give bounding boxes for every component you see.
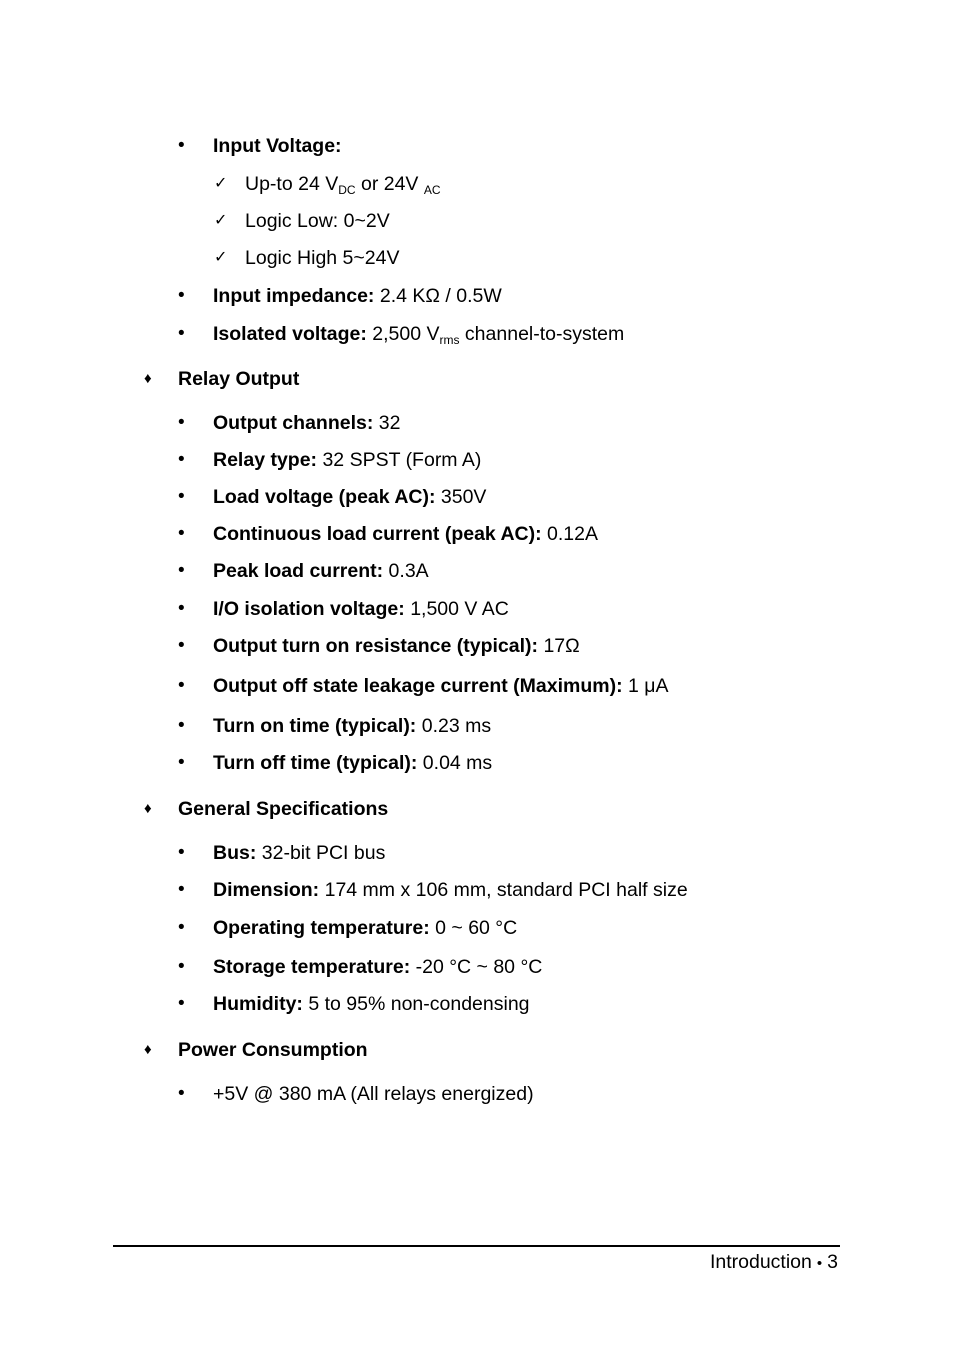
spec-value: 32-bit PCI bus: [256, 842, 386, 864]
diamond-icon: ♦: [144, 370, 152, 387]
spec-label: Input impedance:: [213, 285, 375, 307]
spec-item: [178, 916, 518, 940]
spec-isolated-voltage: [178, 322, 625, 347]
bullet-icon: •: [178, 917, 185, 938]
spec-logic-low: [214, 209, 390, 233]
spec-item: [178, 878, 688, 902]
bullet-icon: •: [178, 135, 185, 156]
spec-logic-high: [214, 246, 400, 270]
bullet-icon: •: [178, 560, 185, 581]
section-heading: General Specifications: [178, 798, 389, 820]
spec-value: 32 SPST (Form A): [317, 449, 482, 471]
spec-power-item: [178, 1082, 534, 1106]
spec-value: 0.3A: [383, 560, 429, 582]
spec-item: [178, 522, 599, 546]
bullet-icon: •: [178, 323, 185, 344]
spec-text: Logic Low: 0~2V: [245, 210, 390, 232]
spec-value: 1,500 V AC: [404, 598, 509, 620]
spec-value: 2.4 KΩ / 0.5W: [374, 285, 502, 307]
bullet-icon: •: [178, 956, 185, 977]
spec-value: 1 μA: [622, 675, 669, 697]
spec-label: I/O isolation voltage:: [213, 598, 405, 620]
spec-input-impedance: [178, 284, 502, 308]
footer-section: Introduction: [709, 1251, 812, 1273]
spec-value: -20 °C ~ 80 °C: [410, 956, 543, 978]
footer-separator: •: [816, 1255, 823, 1272]
spec-value: 5 to 95% non-condensing: [302, 993, 530, 1015]
spec-value: 17Ω: [538, 635, 580, 657]
spec-value: 2,500 V: [366, 323, 440, 345]
spec-label: Output channels:: [213, 412, 374, 434]
spec-label: Bus:: [213, 842, 257, 864]
spec-item: [178, 714, 492, 738]
spec-value: 0.12A: [541, 523, 599, 545]
spec-label: Peak load current:: [213, 560, 384, 582]
spec-label: Dimension:: [213, 879, 320, 901]
spec-item: [178, 992, 530, 1016]
section-heading: Relay Output: [178, 368, 300, 390]
bullet-icon: •: [178, 993, 185, 1014]
page-number: 3: [827, 1251, 838, 1273]
spec-label: Isolated voltage:: [213, 323, 367, 345]
spec-label: Turn on time (typical):: [213, 715, 417, 737]
spec-label: Relay type:: [213, 449, 318, 471]
spec-item: [178, 559, 429, 583]
bullet-icon: •: [178, 285, 185, 306]
spec-text: or 24V: [355, 173, 424, 195]
bullet-icon: •: [178, 486, 185, 507]
subscript: rms: [439, 333, 460, 347]
spec-item: [178, 411, 401, 435]
subscript: AC: [423, 183, 441, 197]
bullet-icon: •: [178, 523, 185, 544]
spec-label: Output off state leakage current (Maximum):: [213, 675, 623, 697]
diamond-icon: ♦: [144, 1041, 152, 1058]
spec-value: 350V: [435, 486, 487, 508]
spec-label: Output turn on resistance (typical):: [213, 635, 539, 657]
spec-input-voltage: [178, 134, 342, 158]
spec-value: 0.04 ms: [417, 752, 493, 774]
spec-text: Up-to 24 V: [245, 173, 339, 195]
spec-label: Humidity:: [213, 993, 303, 1015]
checkmark-icon: ✓: [214, 175, 228, 192]
checkmark-icon: ✓: [214, 249, 228, 266]
section-heading: Power Consumption: [178, 1039, 368, 1061]
checkmark-icon: ✓: [214, 212, 228, 229]
bullet-icon: •: [178, 752, 185, 773]
diamond-icon: ♦: [144, 800, 152, 817]
bullet-icon: •: [178, 598, 185, 619]
page-footer: [710, 1250, 838, 1276]
bullet-icon: •: [178, 675, 185, 696]
spec-item: [178, 674, 669, 698]
spec-value: 0.23 ms: [416, 715, 492, 737]
spec-label: Load voltage (peak AC):: [213, 486, 436, 508]
section-heading-power-consumption: [144, 1038, 368, 1062]
section-heading-relay-output: [144, 367, 300, 391]
bullet-icon: •: [178, 412, 185, 433]
spec-item: [178, 485, 487, 509]
spec-voltage-range: [214, 172, 441, 197]
spec-label: Storage temperature:: [213, 956, 411, 978]
spec-item: [178, 597, 509, 621]
bullet-icon: •: [178, 715, 185, 736]
spec-value: 0 ~ 60 °C: [429, 917, 518, 939]
spec-value: 32: [373, 412, 401, 434]
spec-label: Continuous load current (peak AC):: [213, 523, 542, 545]
bullet-icon: •: [178, 879, 185, 900]
spec-item: [178, 448, 482, 472]
bullet-icon: •: [178, 635, 185, 656]
spec-value: 174 mm x 106 mm, standard PCI half size: [319, 879, 688, 901]
spec-text: Logic High 5~24V: [245, 247, 400, 269]
spec-label: Input Voltage:: [213, 135, 342, 157]
spec-label: Turn off time (typical):: [213, 752, 418, 774]
section-heading-general-specifications: [144, 797, 389, 821]
spec-label: Operating temperature:: [213, 917, 430, 939]
bullet-icon: •: [178, 1083, 185, 1104]
spec-value: channel-to-system: [459, 323, 625, 345]
spec-text: +5V @ 380 mA (All relays energized): [213, 1083, 534, 1105]
bullet-icon: •: [178, 842, 185, 863]
spec-item: [178, 955, 543, 979]
bullet-icon: •: [178, 449, 185, 470]
footer-rule: [113, 1245, 840, 1247]
subscript: DC: [338, 183, 356, 197]
spec-item: [178, 634, 580, 658]
spec-item: [178, 751, 493, 775]
spec-item: [178, 841, 386, 865]
